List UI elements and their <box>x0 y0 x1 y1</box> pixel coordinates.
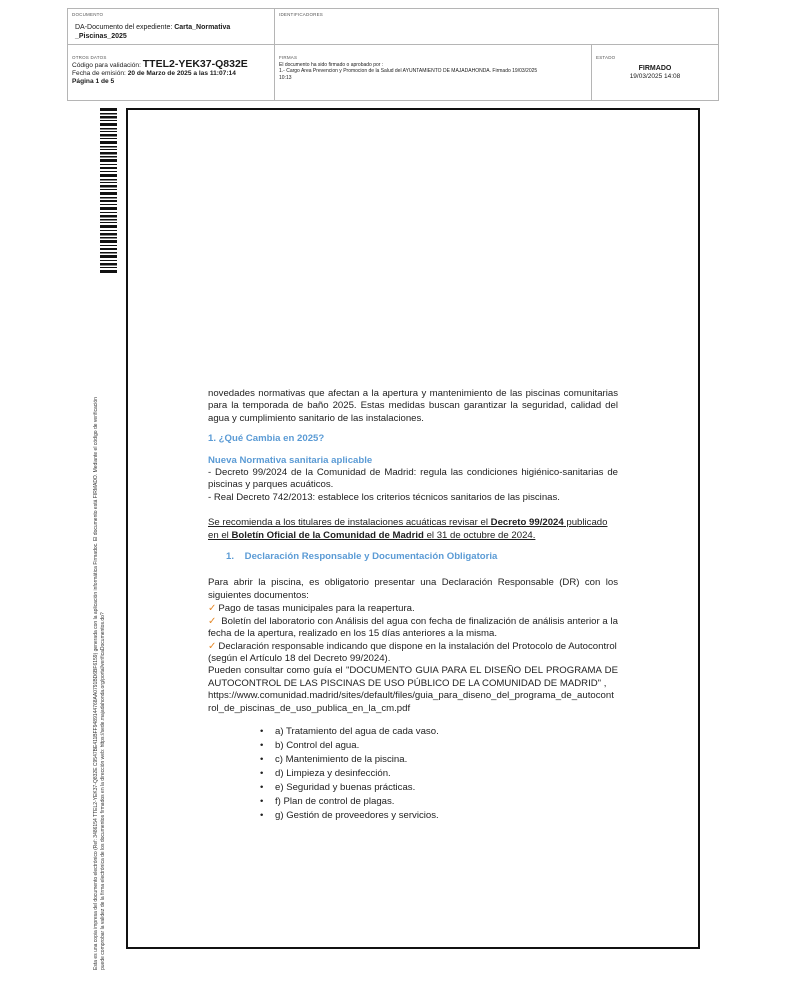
guide-url-line-2: rol_de_piscinas_de_uso_publica_en_la_cm.pdf <box>208 702 411 714</box>
status-date: 19/03/2025 14:08 <box>629 73 681 80</box>
emission-date: Fecha de emisión: 20 de Marzo de 2025 a las 11:07:14 <box>72 70 236 77</box>
other-data-label: OTROS DATOS <box>72 55 107 60</box>
signature-details: El documento ha sido firmado o aprobado por : 1.- Cargo Area Prevencion y Promocion de la Salud del AYUNTAMIENTO DE MAJADAHONDA. Firmado 19/03/2025 10:13 <box>279 62 538 81</box>
list-item: • f) Plan de control de plagas. <box>260 795 618 809</box>
verification-side-note: Esta es una copia impresa del documento electrónico (Ref: 3486154 TTEL2-YEK37-Q832E C9547BE411BFF9489144768AA0791BD6BF6159) generada con la aplicación informática Firmadoc. El documento está FIRMADO. Mediante el código de verificación puede comprobar la validez de la firma electrónica de los documentos firmados en la dirección web: https://sede.majadahonda.org/portal/verificaDocumentos.do? <box>93 397 106 970</box>
signatures-cell <box>275 45 592 101</box>
subheading-normativa: Nueva Normativa sanitaria aplicable <box>208 454 373 466</box>
list-item: • c) Mantenimiento de la piscina. <box>260 753 618 767</box>
intro-paragraph: novedades normativas que afectan a la apertura y mantenimiento de las piscinas comunitarias para la temporada de baño 2025. Estas medidas buscan garantizar la seguridad, calidad del agua y cumplimiento sanitario de las instalaciones. <box>208 388 618 424</box>
other-data-cell <box>68 45 275 101</box>
list-item: • b) Control del agua. <box>260 739 618 753</box>
checklist-item: ✓ Pago de tasas municipales para la reapertura. <box>208 603 415 615</box>
check-icon: ✓ <box>208 640 217 652</box>
check-icon: ✓ <box>208 615 217 627</box>
list-item: • d) Limpieza y desinfección. <box>260 767 618 781</box>
document-body <box>208 388 618 823</box>
status-label: ESTADO <box>596 55 616 60</box>
status-badge: FIRMADO <box>638 65 672 72</box>
identifiers-cell <box>275 9 718 45</box>
recommendation-paragraph: Se recomienda a los titulares de instalaciones acuáticas revisar el Decreto 99/2024 publicado en el Boletín Oficial de la Comunidad de Madrid el 31 de octubre de 2024. <box>208 517 608 541</box>
list-item: • g) Gestión de proveedores y servicios. <box>260 809 618 823</box>
checklist-item: ✓ Declaración responsable indicando que dispone en la instalación del Protocolo de Autocontrol (según el Artículo 18 del Decreto 99/2024). <box>208 640 617 664</box>
validation-code: Código para validación: TTEL2-YEK37-Q832E <box>72 58 248 70</box>
document-title: DA-Documento del expediente: Carta_Normativa _Piscinas_2025 <box>75 24 231 40</box>
section-heading-2: 1. Declaración Responsable y Documentación Obligatoria <box>226 551 498 563</box>
decreto-742-line: - Real Decreto 742/2013: establece los criterios técnicos sanitarios de las piscinas. <box>208 491 560 503</box>
section-heading-1: 1. ¿Qué Cambia en 2025? <box>208 433 325 445</box>
check-icon: ✓ <box>208 603 217 615</box>
signatures-label: FIRMAS <box>279 55 298 60</box>
requirements-paragraph: Para abrir la piscina, es obligatorio presentar una Declaración Responsable (DR) con los siguientes documentos: <box>208 577 618 601</box>
list-item: • a) Tratamiento del agua de cada vaso. <box>260 725 618 739</box>
guide-url-line-1: https://www.comunidad.madrid/sites/default/files/guia_para_diseno_del_programa_de_autocont <box>208 690 614 702</box>
document-label: DOCUMENTO <box>72 12 104 17</box>
guide-reference: Pueden consultar como guía el "DOCUMENTO GUIA PARA EL DISEÑO DEL PROGRAMA DE AUTOCONTROL DE LAS PISCINAS DE USO PÚBLICO DE LA COMUNIDAD DE MADRID" , <box>208 665 618 689</box>
validation-code-value: TTEL2-YEK37-Q832E <box>142 58 248 70</box>
checklist-item: ✓ Boletín del laboratorio con Análisis del agua con fecha de finalización de análisis anterior a la fecha de la apertura, realizado en los 15 días anteriores a la misma. <box>208 615 618 640</box>
decreto-99-line: - Decreto 99/2024 de la Comunidad de Madrid: regula las condiciones higiénico-sanitarias de piscinas y parques acuáticos. <box>208 467 618 491</box>
barcode-icon <box>100 108 117 275</box>
status-cell <box>592 45 718 101</box>
identifiers-label: IDENTIFICADORES <box>279 12 324 17</box>
list-item: • e) Seguridad y buenas prácticas. <box>260 781 618 795</box>
document-cell <box>68 9 275 45</box>
document-header-table <box>67 8 719 101</box>
page-info: Página 1 de 5 <box>72 78 115 85</box>
program-items-list <box>208 725 618 823</box>
